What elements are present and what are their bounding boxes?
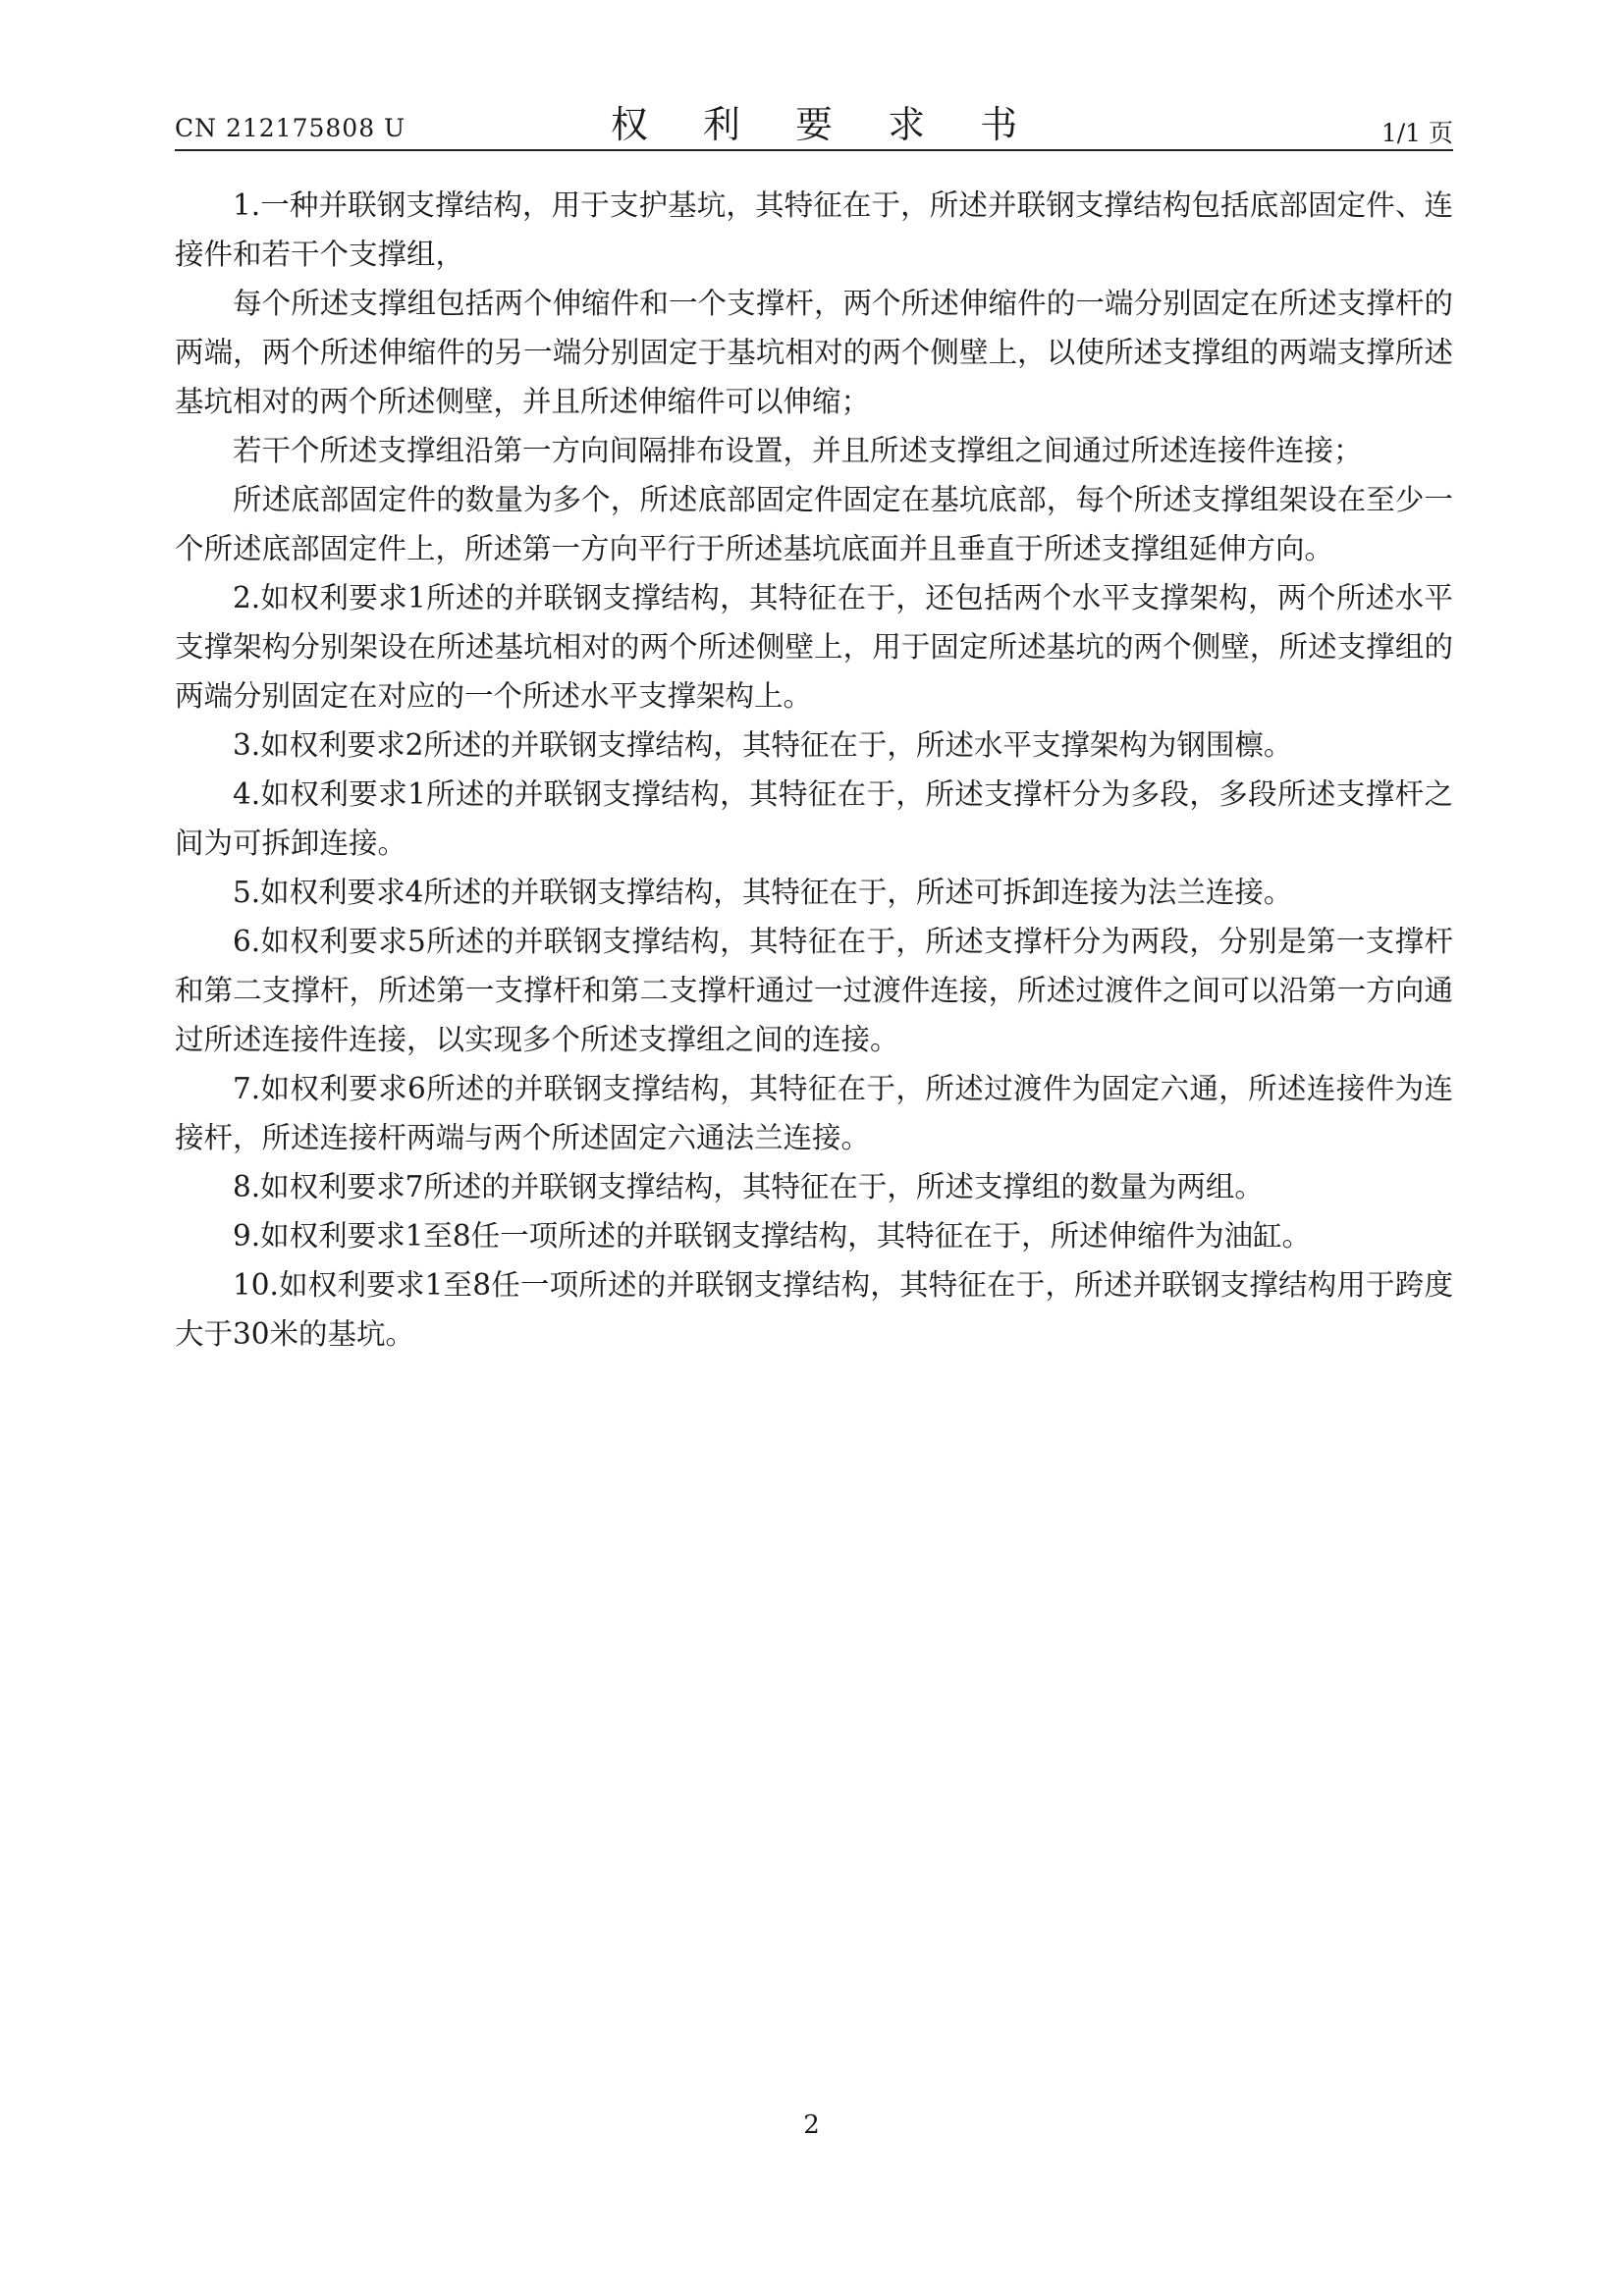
page-count: 1/1 页 xyxy=(1380,119,1453,147)
claim-paragraph: 7.如权利要求6所述的并联钢支撑结构，其特征在于，所述过渡件为固定六通，所述连接件为连接杆，所述连接杆两端与两个所述固定六通法兰连接。 xyxy=(175,1072,1453,1154)
claim-paragraph: 若干个所述支撑组沿第一方向间隔排布设置，并且所述支撑组之间通过所述连接件连接； xyxy=(233,434,1363,467)
claims-body xyxy=(175,181,1453,1359)
claim-paragraph: 10.如权利要求1至8任一项所述的并联钢支撑结构，其特征在于，所述并联钢支撑结构用于跨度大于30米的基坑。 xyxy=(175,1268,1453,1351)
header-divider xyxy=(175,149,1453,151)
claim-paragraph: 5.如权利要求4所述的并联钢支撑结构，其特征在于，所述可拆卸连接为法兰连接。 xyxy=(233,876,1293,909)
page-number: 2 xyxy=(803,2110,820,2140)
claim-paragraph: 1.一种并联钢支撑结构，用于支护基坑，其特征在于，所述并联钢支撑结构包括底部固定件、连接件和若干个支撑组， xyxy=(175,188,1453,271)
claim-paragraph: 所述底部固定件的数量为多个，所述底部固定件固定在基坑底部，每个所述支撑组架设在至少一个所述底部固定件上，所述第一方向平行于所述基坑底面并且垂直于所述支撑组延伸方向。 xyxy=(175,483,1453,565)
claim-paragraph: 每个所述支撑组包括两个伸缩件和一个支撑杆，两个所述伸缩件的一端分别固定在所述支撑杆的两端，两个所述伸缩件的另一端分别固定于基坑相对的两个侧壁上，以使所述支撑组的两端支撑所述基坑相对的两个所述侧壁，并且所述伸缩件可以伸缩； xyxy=(175,287,1453,418)
claim-paragraph: 2.如权利要求1所述的并联钢支撑结构，其特征在于，还包括两个水平支撑架构，两个所述水平支撑架构分别架设在所述基坑相对的两个所述侧壁上，用于固定所述基坑的两个侧壁，所述支撑组的两端分别固定在对应的一个所述水平支撑架构上。 xyxy=(175,581,1453,713)
page-header xyxy=(175,90,1453,149)
claim-paragraph: 8.如权利要求7所述的并联钢支撑结构，其特征在于，所述支撑组的数量为两组。 xyxy=(233,1170,1264,1203)
document-title: 权 利 要 求 书 xyxy=(610,103,1040,146)
claim-paragraph: 6.如权利要求5所述的并联钢支撑结构，其特征在于，所述支撑杆分为两段，分别是第一支撑杆和第二支撑杆，所述第一支撑杆和第二支撑杆通过一过渡件连接，所述过渡件之间可以沿第一方向通过所述连接件连接，以实现多个所述支撑组之间的连接。 xyxy=(175,925,1453,1056)
claim-paragraph: 4.如权利要求1所述的并联钢支撑结构，其特征在于，所述支撑杆分为多段，多段所述支撑杆之间为可拆卸连接。 xyxy=(175,777,1453,860)
patent-number: CN 212175808 U xyxy=(175,114,406,142)
claim-paragraph: 9.如权利要求1至8任一项所述的并联钢支撑结构，其特征在于，所述伸缩件为油缸。 xyxy=(233,1219,1312,1253)
claim-paragraph: 3.如权利要求2所述的并联钢支撑结构，其特征在于，所述水平支撑架构为钢围檩。 xyxy=(233,728,1293,762)
